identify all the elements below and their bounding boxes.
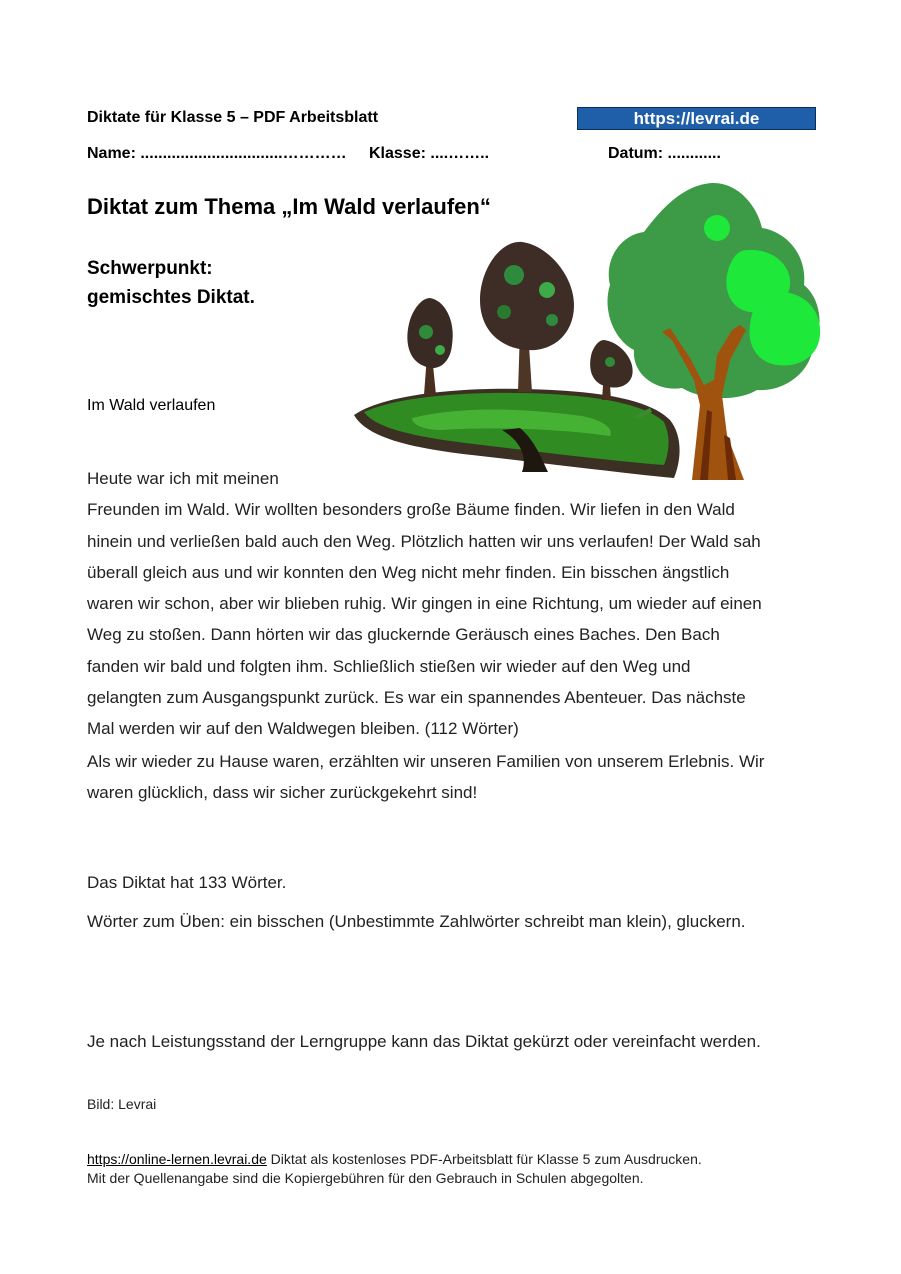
focus-block: [87, 254, 255, 312]
text-title: Im Wald verlaufen: [87, 397, 216, 414]
text-line: überall gleich aus und wir konnten den Weg nicht mehr finden. Ein bisschen ängstlich: [87, 562, 730, 582]
text-line: waren wir schon, aber wir blieben ruhig. Wir gingen in eine Richtung, um wieder auf einen: [87, 594, 762, 614]
footer-line-1-text: Diktat als kostenloses PDF-Arbeitsblatt für Klasse 5 zum Ausdrucken.: [266, 1151, 702, 1167]
text-line: Freunden im Wald. Wir wollten besonders große Bäume finden. Wir liefen in den Wald: [87, 500, 735, 520]
practice-words: Wörter zum Üben: ein bisschen (Unbestimmte Zahlwörter schreibt man klein), gluckern.: [87, 912, 746, 931]
text-line: Mal werden wir auf den Waldwegen bleiben. (112 Wörter): [87, 719, 519, 739]
text-line: Weg zu stoßen. Dann hörten wir das gluckernde Geräusch eines Baches. Den Bach: [87, 625, 720, 645]
focus-label: Schwerpunkt:: [87, 258, 213, 279]
text-line: Als wir wieder zu Hause waren, erzählten wir unseren Familien von unserem Erlebnis. Wir: [87, 752, 765, 771]
worksheet-header-title: Diktate für Klasse 5 – PDF Arbeitsblatt: [87, 109, 379, 126]
footer: [87, 1150, 702, 1188]
text-line: hinein und verließen bald auch den Weg. Plötzlich hatten wir uns verlaufen! Der Wald sah: [87, 531, 761, 551]
text-line: fanden wir bald und folgten ihm. Schließlich stießen wir wieder auf den Weg und: [87, 656, 691, 676]
tree-middle: [480, 242, 574, 392]
tree-left: [407, 298, 452, 395]
tree-small-right: [590, 340, 632, 400]
dictation-text: [87, 463, 822, 745]
footer-line-2: Mit der Quellenangabe sind die Kopiergebühren für den Gebrauch in Schulen abgegolten.: [87, 1170, 644, 1186]
class-field: Klasse: ....……..: [369, 145, 490, 162]
forest-illustration: [352, 180, 827, 482]
name-field: Name: ................................…………: [87, 145, 347, 162]
text-line: gelangten zum Ausgangspunkt zurück. Es war ein spannendes Abenteuer. Das nächste: [87, 688, 746, 708]
dictation-extra-text: [87, 746, 822, 809]
site-url-badge[interactable]: https://levrai.de: [577, 107, 816, 130]
date-field: Datum: ............: [608, 145, 721, 162]
image-credit: Bild: Levrai: [87, 1096, 157, 1112]
footer-line-1: [87, 1150, 702, 1169]
text-line: Heute war ich mit meinen: [87, 469, 279, 488]
dictation-title: Diktat zum Thema „Im Wald verlaufen“: [87, 194, 491, 219]
footer-link[interactable]: https://online-lernen.levrai.de: [87, 1151, 267, 1167]
word-count: Das Diktat hat 133 Wörter.: [87, 873, 287, 892]
text-line: waren glücklich, dass wir sicher zurückgekehrt sind!: [87, 783, 478, 803]
focus-value: gemischtes Diktat.: [87, 287, 255, 308]
teacher-note: Je nach Leistungsstand der Lerngruppe kann das Diktat gekürzt oder vereinfacht werden.: [87, 1032, 761, 1051]
